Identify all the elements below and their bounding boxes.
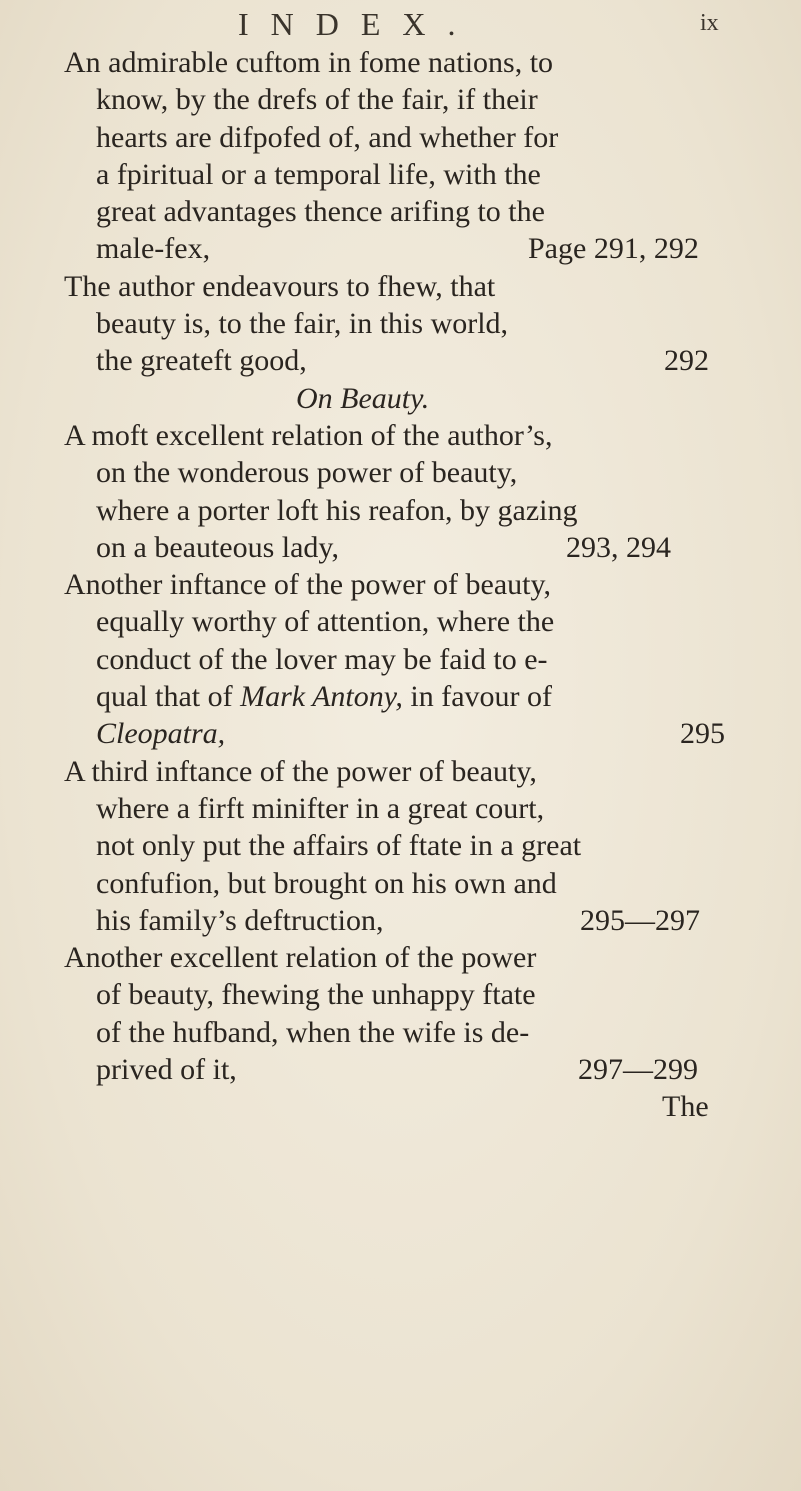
index-line bbox=[0, 81, 801, 118]
entry-text: know, by the drefs of the fair, if their bbox=[96, 83, 538, 117]
entry-text: prived of it, bbox=[96, 1053, 237, 1087]
entry-text: on a beauteous lady, bbox=[96, 530, 339, 564]
index-line bbox=[0, 193, 801, 230]
entry-text: A third inftance of the power of beauty, bbox=[64, 754, 537, 788]
index-line bbox=[0, 417, 801, 454]
entry-text: where a porter loft his reafon, by gazing bbox=[96, 493, 578, 527]
entry-text: great advantages thence arifing to the bbox=[96, 195, 545, 229]
entry-text-part: qual that of bbox=[96, 680, 241, 714]
entry-text: his family’s deftruction, bbox=[96, 903, 384, 937]
index-line bbox=[0, 380, 801, 417]
entry-text-part: Mark Antony, bbox=[240, 680, 403, 714]
running-head-title: INDEX. bbox=[238, 6, 478, 42]
index-line bbox=[0, 230, 801, 267]
index-line bbox=[0, 827, 801, 864]
entry-text bbox=[96, 678, 552, 715]
index-line bbox=[0, 156, 801, 193]
index-line bbox=[0, 1088, 801, 1125]
index-line bbox=[0, 342, 801, 379]
entry-text: The author endeavours to fhew, that bbox=[64, 269, 496, 303]
entry-text: of beauty, fhewing the unhappy ftate bbox=[96, 978, 536, 1012]
index-line bbox=[0, 268, 801, 305]
entry-text: not only put the affairs of ftate in a great bbox=[96, 829, 582, 863]
entry-text: A moft excellent relation of the author’s, bbox=[64, 418, 553, 452]
page-reference: 292 bbox=[664, 344, 709, 378]
entry-text: conduct of the lover may be faid to e- bbox=[96, 642, 548, 676]
entry-text: male-fex, bbox=[96, 232, 211, 266]
index-line bbox=[0, 566, 801, 603]
index-line bbox=[0, 790, 801, 827]
entry-text: equally worthy of attention, where the bbox=[96, 605, 555, 639]
index-line bbox=[0, 1051, 801, 1088]
section-subheading: On Beauty. bbox=[296, 381, 430, 415]
index-line bbox=[0, 492, 801, 529]
index-line bbox=[0, 678, 801, 715]
index-line bbox=[0, 44, 801, 81]
index-entries bbox=[0, 44, 801, 1126]
page-reference: 293, 294 bbox=[566, 530, 671, 564]
index-line bbox=[0, 939, 801, 976]
index-line bbox=[0, 641, 801, 678]
index-line bbox=[0, 119, 801, 156]
entry-text: the greateft good, bbox=[96, 344, 307, 378]
entry-text: confufion, but brought on his own and bbox=[96, 866, 557, 900]
page-number: ix bbox=[700, 10, 719, 36]
entry-text: where a firft minifter in a great court, bbox=[96, 791, 545, 825]
entry-text: An admirable cuftom in fome nations, to bbox=[64, 46, 554, 79]
index-line bbox=[0, 753, 801, 790]
index-line bbox=[0, 454, 801, 491]
index-line bbox=[0, 529, 801, 566]
entry-text: hearts are difpofed of, and whether for bbox=[96, 120, 559, 154]
entry-text: beauty is, to the fair, in this world, bbox=[96, 307, 509, 341]
page-reference: 295—297 bbox=[580, 903, 700, 937]
index-line bbox=[0, 1014, 801, 1051]
catchword: The bbox=[662, 1090, 709, 1124]
entry-text: on the wonderous power of beauty, bbox=[96, 456, 518, 490]
entry-text: Another excellent relation of the power bbox=[64, 941, 537, 975]
index-line bbox=[0, 305, 801, 342]
running-head bbox=[0, 2, 801, 42]
entry-text-part: in favour of bbox=[402, 680, 553, 714]
entry-text: Another inftance of the power of beauty, bbox=[64, 568, 552, 602]
page-reference: Page 291, 292 bbox=[528, 232, 699, 266]
page-reference: 295 bbox=[680, 717, 725, 751]
index-line bbox=[0, 603, 801, 640]
entry-text: of the hufband, when the wife is de- bbox=[96, 1015, 530, 1049]
entry-text: a fpiritual or a temporal life, with the bbox=[96, 157, 541, 191]
entry-text: Cleopatra, bbox=[96, 717, 226, 751]
index-line bbox=[0, 715, 801, 752]
page-reference: 297—299 bbox=[578, 1053, 698, 1087]
index-line bbox=[0, 865, 801, 902]
index-line bbox=[0, 902, 801, 939]
index-line bbox=[0, 976, 801, 1013]
